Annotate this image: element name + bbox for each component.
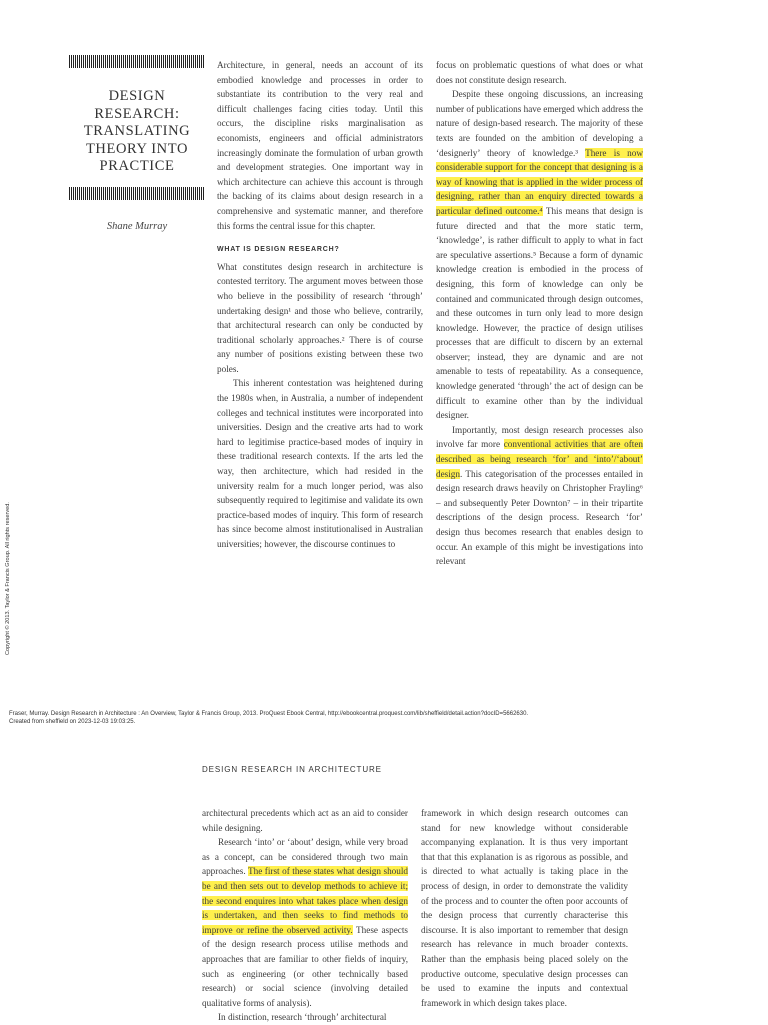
copyright-notice — [2, 470, 16, 655]
copyright-text: Copyright © 2013. Taylor & Francis Group. All rights reserved. — [5, 502, 11, 655]
paragraph: What constitutes design research in architecture is contested territory. The argument moves between those who believe in the possibility of research ‘through’ undertaking design¹ and those who believe, contrarily, that architectural research can only be conducted by traditional scholarly approaches.² There is of course any number of positions existing between these two poles. — [217, 261, 423, 374]
citation-footer — [9, 711, 709, 726]
paragraph: focus on problematic questions of what does or what does not constitute design research. — [436, 60, 643, 85]
page2-column-left — [202, 806, 408, 1025]
paragraph — [436, 423, 643, 569]
text-run: These aspects of the design research process utilise methods and approaches that are familiar to other fields of inquiry, such as engineering (or other technically based research) or social science (involving detailed qualitative forms of analysis). — [202, 924, 408, 1008]
paragraph: framework in which design research outcomes can stand for new knowledge without considerable accompanying explanation. It is thus very important that that this explanation is as rigorous as possible, and is directed to what actually is taking place in the process of design, in order to demonstrate the validity of the process and to counter the often poor accounts of the design process that currently characterise this discourse. It is also important to remember that design research has relevance in much broader contexts. Rather than the emphasis being placed solely on the productive outcome, speculative design processes can be used to examine the inputs and contextual framework in which design takes place. — [421, 808, 628, 1008]
text-run: This means that design is future directed and that the more static term, ‘knowledge’, is rather difficult to apply to what in fact are speculative assertions.⁵ Because a form of dynamic knowledge creation is embodied in the process of designing, this form of knowledge can only be contained and communicated through design outcomes, and these outcomes in turn only lead to more design knowledge. However, the practice of design utilises processes that are difficult to discern by an external observer; instead, they are dynamic and are not amenable to tests of repeatability. As a consequence, knowledge generated ‘through’ the act of design can be difficult to examine other than by the individual designer. — [436, 205, 643, 421]
paragraph: Architecture, in general, needs an account of its embodied knowledge and processes in order to substantiate its contribution to the very real and difficult challenges facing cities today. Until this occurs, the discipline risks marginalisation as economists, engineers and official administrators increasingly dominate the formulation of urban growth and development strategies. One important way in which architecture can achieve this account is through the backing of its claims about design research in a comprehensive and systematic manner, and therefore this forms the central issue for this chapter. — [217, 60, 423, 231]
highlighted-text: The first of these states what design should be and then sets out to develop methods to achieve it; the second enquires into what takes place when design is undertaken, and then seeks to find methods to improve or refine the observed activity. — [202, 866, 409, 935]
paragraph: architectural precedents which act as an aid to consider while designing. — [202, 808, 408, 833]
paragraph — [436, 87, 643, 423]
paragraph: In distinction, research ‘through’ architectural — [218, 1012, 387, 1023]
chapter-title-line: THEORY INTO — [85, 140, 189, 157]
paragraph: This inherent contestation was heightened during the 1980s when, in Australia, a number of independent colleges and technical institutes were incorporated into universities. Design and the creative arts had to work hard to legitimise practice-based modes of inquiry in these traditional research contexts. If the arts led the way, then architecture, which had resided in the university realm for a much longer period, was also subsequently required to legitimise and validate its own practice-based modes of inquiry. This form of research has since become almost institutionalised in Australian universities; however, the discourse continues to — [217, 378, 423, 549]
text-run: Despite these ongoing discussions, an increasing number of publications have emerged which address the nature of design-based research. The majority of these texts are founded on the ambition of developing a ‘designerly’ theory of knowledge.³ — [436, 89, 643, 158]
text-run: . This categorisation of the processes entailed in design research draws heavily on Christopher Frayling⁶ – and subsequently Peter Downton⁷ – in their tripartite descriptions of the design process. Research ‘for’ design thus becomes research that enables design to occur. An example of this might be investigations into relevant — [436, 468, 643, 567]
page1-column-left — [217, 58, 423, 552]
decorative-rule-bottom — [69, 187, 205, 200]
chapter-title-line: RESEARCH: — [94, 105, 180, 122]
decorative-rule-top — [69, 55, 205, 68]
section-heading: WHAT IS DESIGN RESEARCH? — [217, 246, 340, 254]
chapter-title — [69, 88, 205, 176]
chapter-title-line: DESIGN — [108, 88, 166, 104]
chapter-title-line: TRANSLATING — [83, 123, 191, 139]
citation-line: Fraser, Murray. Design Research in Architecture : An Overview, Taylor & Francis Group, 2013. ProQuest Ebook Central, http://ebookcentral.proquest.com/lib/sheffield/detail.action?docID=5662630. — [9, 711, 529, 717]
running-head: DESIGN RESEARCH IN ARCHITECTURE — [202, 765, 382, 774]
page1-column-right — [436, 58, 643, 569]
highlighted-text: There is now considerable support for the concept that designing is a way of knowing that is applied in the wider process of designing, rather than an enquiry directed towards a particular defined outcome.⁴ — [436, 147, 643, 216]
page2-column-right — [421, 806, 628, 1010]
paragraph — [202, 835, 408, 1010]
text-run: Research ‘into’ or ‘about’ design, while very broad as a concept, can be considered through two main approaches. — [202, 837, 408, 877]
highlighted-text: conventional activities that are often described as being research ‘for’ and ‘into’/‘about’ design — [436, 439, 643, 479]
author-name: Shane Murray — [106, 221, 168, 232]
chapter-title-line: PRACTICE — [99, 158, 175, 174]
citation-line: Created from sheffield on 2023-12-03 19:03:25. — [9, 718, 136, 725]
text-run: Importantly, most design research processes also involve far more — [436, 424, 643, 450]
